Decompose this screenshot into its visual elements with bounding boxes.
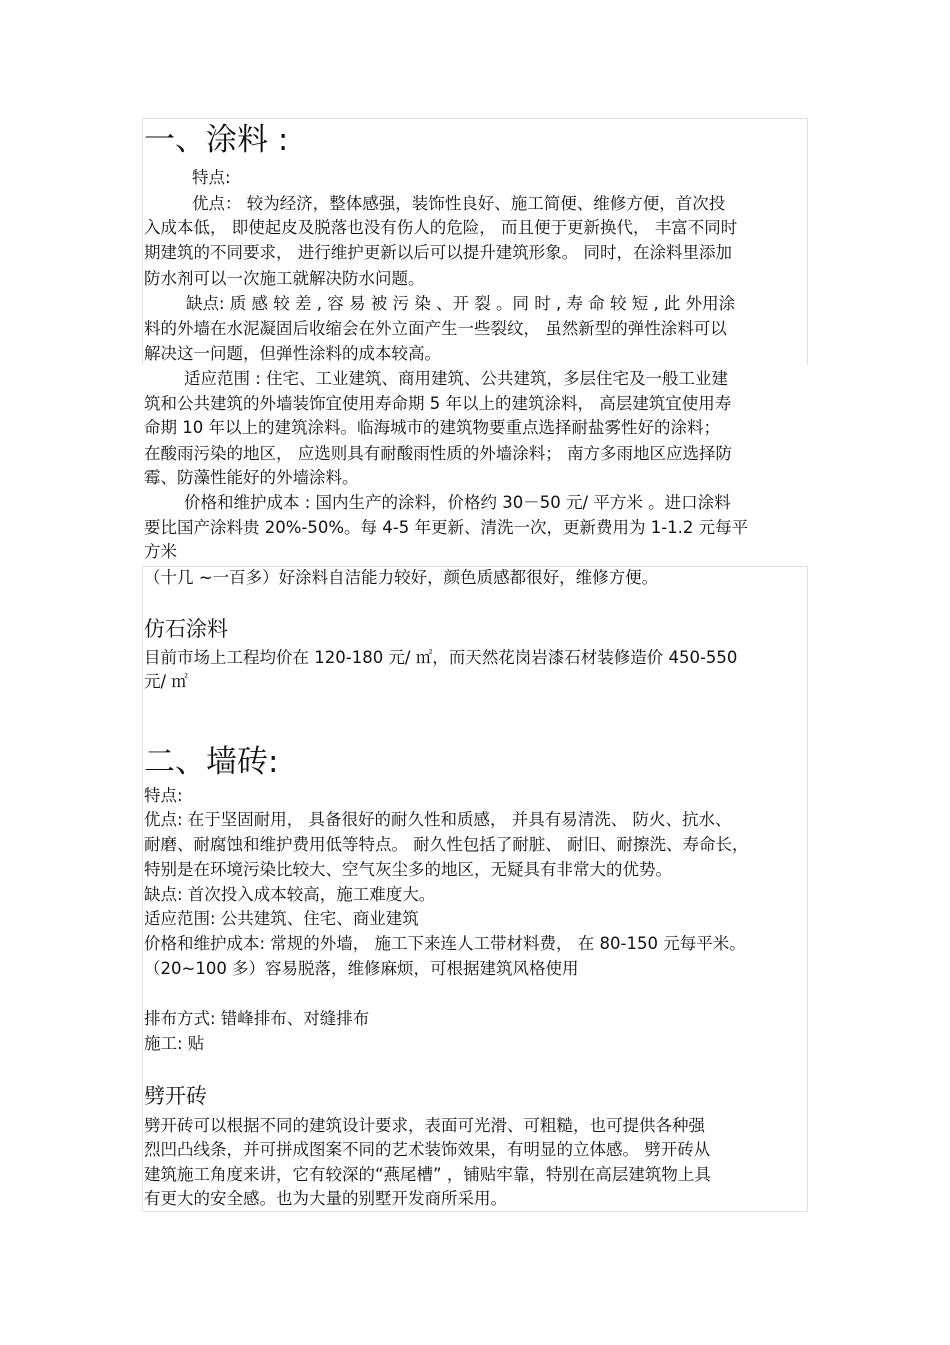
- tile-price: 价格和维护成本: 常规的外墙， 施工下来连人工带材料费， 在 80-150 元每平米。: [144, 934, 746, 953]
- split-brick-line: 劈开砖可以根据不同的建筑设计要求，表面可光滑、可粗糙，也可提供各种强: [144, 1116, 705, 1135]
- paint-pros-line: 期建筑的不同要求， 进行维护更新以后可以提升建筑形象。 同时，在涂料里添加: [144, 243, 732, 262]
- paint-scope-line: 在酸雨污染的地区， 应选则具有耐酸雨性质的外墙涂料； 南方多雨地区应选择防: [144, 444, 732, 463]
- tile-layout: 排布方式: 错峰排布、对缝排布: [144, 1009, 370, 1028]
- stone-paint-title: 仿石涂料: [144, 617, 228, 641]
- paint-price-line: 价格和维护成本 : 国内生产的涂料，价格约 30－50 元/ 平方米 。进口涂料: [184, 493, 731, 512]
- paint-scope-line: 筑和公共建筑的外墙装饰宜使用寿命期 5 年以上的建筑涂料， 高层建筑宜使用寿: [144, 394, 732, 413]
- paint-price-line: 要比国产涂料贵 20%-50%。每 4-5 年更新、清洗一次，更新费用为 1-1.2 元每平: [144, 518, 749, 537]
- paint-pros-line: 入成本低， 即使起皮及脱落也没有伤人的危险， 而且便于更新换代， 丰富不同时: [144, 218, 738, 237]
- split-brick-line: 建筑施工角度来讲，它有较深的“燕尾槽” ，铺贴牢靠，特别在高层建筑物上具: [144, 1165, 711, 1184]
- paint-pros-line: 优点： 较为经济，整体感强，装饰性良好、施工简便、维修方便，首次投: [192, 194, 726, 213]
- tile-pros-line: 优点: 在于坚固耐用， 具备很好的耐久性和质感， 并具有易清洗、 防火、抗水、: [144, 810, 732, 829]
- paint-scope-line: 适应范围 : 住宅、工业建筑、商用建筑、公共建筑，多层住宅及一般工业建: [184, 369, 729, 388]
- tile-construction: 施工: 贴: [144, 1034, 205, 1053]
- split-brick-title: 劈开砖: [144, 1084, 207, 1108]
- features-label: 特点:: [144, 786, 183, 805]
- stone-paint-line: 目前市场上工程均价在 120-180 元/ ㎡，而天然花岗岩漆石材装修造价 450-550: [144, 648, 738, 667]
- tile-cons: 缺点: 首次投入成本较高，施工难度大。: [144, 885, 436, 904]
- tile-scope: 适应范围: 公共建筑、住宅、商业建筑: [144, 909, 419, 928]
- features-label: 特点:: [192, 168, 231, 187]
- paint-price-line: 方米: [144, 542, 177, 561]
- paint-scope-line: 命期 10 年以上的建筑涂料。临海城市的建筑物要重点选择耐盐雾性好的涂料；: [144, 418, 720, 437]
- section-title-tiles: 二、墙砖:: [144, 744, 279, 780]
- stone-paint-line: 元/ ㎡: [144, 672, 188, 691]
- split-brick-line: 有更大的安全感。也为大量的别墅开发商所采用。: [144, 1189, 507, 1208]
- paint-cons-line: 缺点: 质 感 较 差 , 容 易 被 污 染 、开 裂 。同 时 , 寿 命 较 短 , 此 外用涂: [186, 294, 736, 313]
- tile-pros-line: 耐磨、耐腐蚀和维护费用低等特点。 耐久性包括了耐脏、 耐旧、耐擦洗、寿命长，: [144, 835, 749, 854]
- paint-cons-line: 料的外墙在水泥凝固后收缩会在外立面产生一些裂纹， 虽然新型的弹性涂料可以: [144, 319, 727, 338]
- tile-pros-line: 特别是在环境污染比较大、空气灰尘多的地区，无疑具有非常大的优势。: [144, 860, 672, 879]
- paint-cons-line: 解决这一问题，但弹性涂料的成本较高。: [144, 344, 441, 363]
- paint-note: （十几 ~一百多）好涂料自洁能力较好，颜色质感都很好，维修方便。: [144, 568, 659, 587]
- tile-price-note: （20~100 多）容易脱落，维修麻烦，可根据建筑风格使用: [144, 959, 579, 978]
- split-brick-line: 烈凹凸线条，并可拼成图案不同的艺术装饰效果，有明显的立体感。 劈开砖从: [144, 1140, 711, 1159]
- paint-pros-line: 防水剂可以一次施工就解决防水问题。: [144, 269, 425, 288]
- section-title-paint: 一、涂料 :: [144, 122, 289, 158]
- paint-scope-line: 霉、防藻性能好的外墙涂料。: [144, 468, 359, 487]
